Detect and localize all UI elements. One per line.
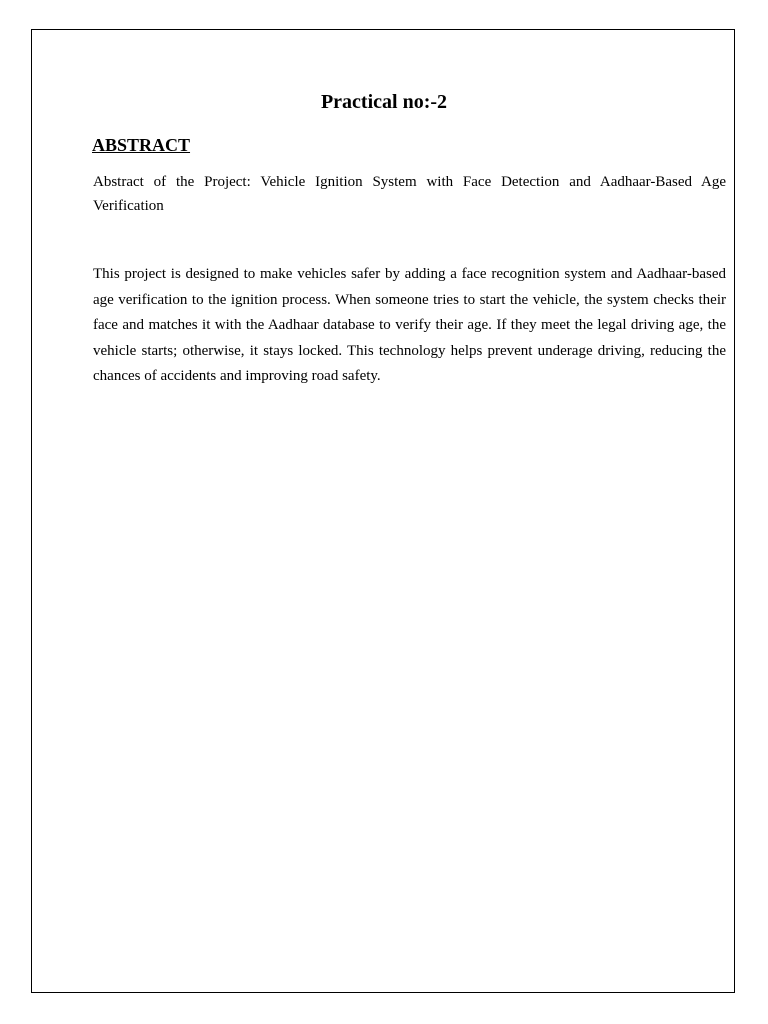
- abstract-intro-paragraph: Abstract of the Project: Vehicle Ignition System with Face Detection and Aadhaar-Based Age Verification: [93, 174, 726, 214]
- page-title: Practical no:-2: [320, 91, 448, 113]
- section-heading: ABSTRACT: [92, 135, 191, 155]
- abstract-body-paragraph: This project is designed to make vehicles safer by adding a face recognition system and Aadhaar-based age verification to the ignition process. When someone tries to start the vehicle, the system checks their face and matches it with the Aadhaar database to verify their age. If they meet the legal driving age, the vehicle starts; otherwise, it stays locked. This technology helps prevent underage driving, reducing the chances of accidents and improving road safety.: [93, 266, 726, 384]
